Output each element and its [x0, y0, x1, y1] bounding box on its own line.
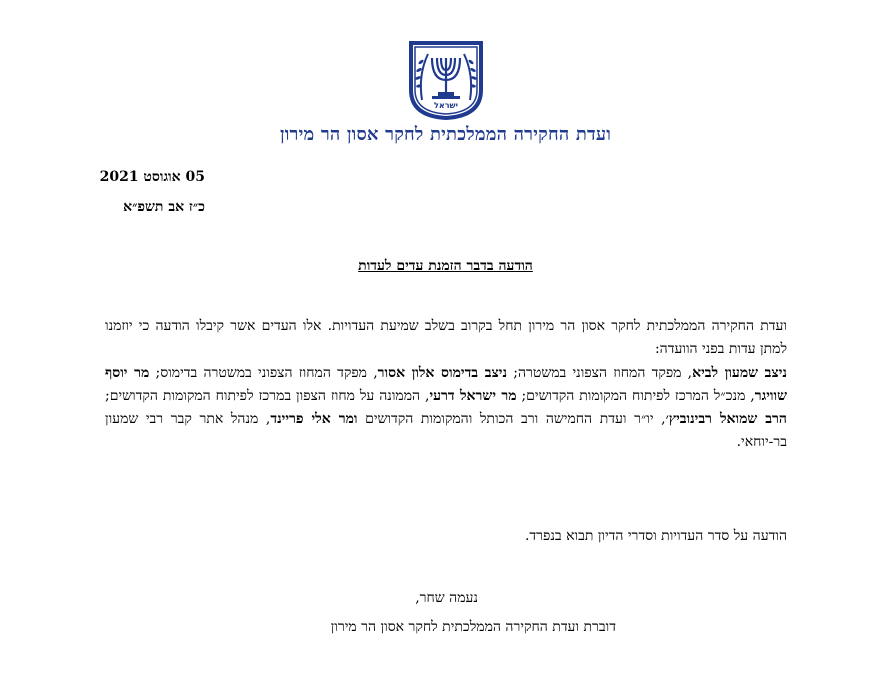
witness-list: [105, 365, 787, 451]
witness-name: מר ישראל דרעי: [429, 387, 517, 404]
committee-title: ועדת החקירה הממלכתית לחקר אסון הר מירון: [279, 124, 612, 145]
signatory-name: נעמה שחר,: [415, 590, 478, 606]
witness-role: , הממונה על מחוז הצפון במרכז לפיתוח המקומות הקדושים;: [105, 387, 430, 404]
witness-name: ומר אלי פריינד: [270, 411, 358, 428]
footer-note: הודעה על סדר העדויות וסדרי הדיון תבוא בנפרד.: [524, 528, 787, 544]
witness-role: , מפקד המחוז הצפוני במשטרה בדימוס;: [149, 364, 378, 381]
israel-emblem-icon: [408, 40, 484, 120]
body-intro: ועדת החקירה הממלכתית לחקר אסון הר מירון תחל בקרוב בשלב שמיעת העדויות. אלו העדים אשר קיבלו הודעה כי יוזמנו למתן עדות בפני הוועדה:: [105, 318, 787, 358]
witness-role: , מנכ״ל המרכז לפיתוח המקומות הקדושים;: [516, 387, 755, 404]
witness-name: הרב שמואל רבינוביץ׳: [665, 411, 787, 428]
notice-subject: הודעה בדבר הזמנת עדים לעדות: [358, 258, 533, 274]
notice-body: [105, 315, 787, 455]
witness-name: מר יוסף שוויגר: [105, 364, 787, 404]
signatory-title: דוברת ועדת החקירה הממלכתית לחקר אסון הר מירון: [330, 619, 616, 635]
witness-role: , מפקד המחוז הצפוני במשטרה;: [507, 364, 693, 381]
witness-name: ניצב בדימוס אלון אסור: [377, 364, 507, 381]
witness-role: , מנהל אתר קבר רבי שמעון בר-יוחאי.: [105, 411, 787, 451]
svg-text:ישראל: ישראל: [434, 101, 458, 110]
hebrew-date: כ״ז אב תשפ״א: [123, 199, 205, 215]
gregorian-date: 05 אוגוסט 2021: [99, 169, 205, 185]
witness-name: ניצב שמעון לביא: [692, 364, 787, 381]
witness-role: , יו״ר ועדת החמישה ורב הכותל והמקומות הקדושים: [357, 411, 666, 428]
